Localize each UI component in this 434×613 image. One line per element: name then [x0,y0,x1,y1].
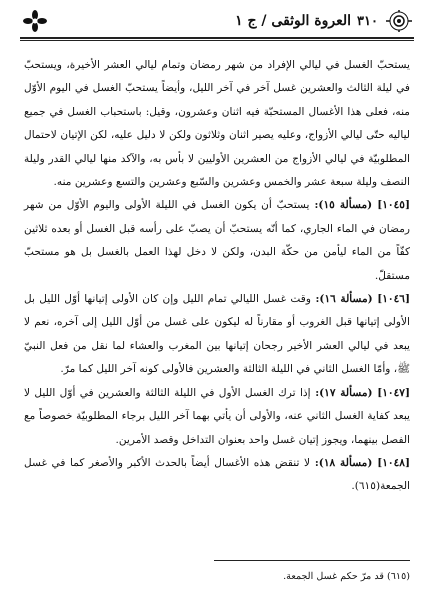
header-rule-thin [20,40,414,41]
issue-number: [١٠٤٨] (مسألة ١٨): [310,456,410,469]
page-number: ٣١٠ [357,13,378,29]
running-title: العروة الوثقى / ج ١ [235,13,352,29]
paragraph-masala-18 [24,452,410,499]
paragraph-text: وقت غسل الليالي تمام الليل وإن كان الأولى إتيانها أوّل الليل بل الأولى إتيانها قبل الغروب أو مقارناً له ليكون على غسل من أوّل الليل إلى آخره، نعم لا يبعد في ليالي العشر الأخير رجحان إتيانها بين المغرب والعشاء لما نقل من فعل النبيّ ﷺ، وأمّا الغسل الثاني في الليلة الثالثة والعشرين فالأولى كونه آخر الليل كما مرّ. [24,293,410,376]
header-right [235,9,414,33]
issue-number: [١٠٤٧] (مسألة ١٧): [310,386,410,399]
paragraph-text: يستحبّ الغسل في ليالي الإفراد من شهر رمضان وتمام ليالي العشر الأخيرة، ويستحبّ في ليلة الثالث والعشرين غسل آخر في آخر الليل، وأيضاً يستحبّ الغسل في اليوم الأوّل منه، فعلى هذا الأغسال المستحبّة فيه اثنان وعشرون، وقيل: باستحباب الغسل في جميع لياليه حتّى ليالي الأزواج، وعليه يصير اثنان وثلاثون ولكن لا دليل عليه، لكن الإتيان لاحتمال المطلوبيّة في ليالي الأزواج من العشرين الأوليين لا بأس به، والآكد منها ليالي القدر وليلة النصف وليلة سبعة عشر والخمس وعشرين والسّبع وعشرين والتسع وعشرين منه. [24,59,410,189]
ornament-icon [384,9,414,33]
paragraph-masala-15 [24,194,410,288]
page-header [20,6,414,36]
paragraph-text: لا تنقض هذه الأغسال أيضاً بالحدث الأكبر والأصغر كما في غسل الجمعة(٦١٥). [24,456,410,493]
paragraph-masala-16 [24,288,410,382]
page-body [24,54,410,499]
footnote-rule [214,560,410,561]
paragraph-masala-17 [24,382,410,452]
footnote: (٦١٥) قد مرّ حكم غسل الجمعة. [283,571,410,582]
header-rule [20,37,414,39]
paragraph-intro [24,54,410,194]
issue-number: [١٠٤٦] (مسألة ١٦): [310,293,410,306]
paragraph-text: إذا ترك الغسل الأول في الليلة الثالثة والعشرين في أوّل الليل لا يبعد كفاية الغسل الثاني عنه، والأولى أن يأتي بهما آخر الليل برجاء المطلوبيّة خصوصاً مع الفصل بينهما، ويجوز إتيان غسل واحد بعنوان التداخل وقصد الأمرين. [24,386,410,446]
flower-ornament-icon [20,9,50,33]
paragraph-text: يستحبّ أن يكون الغسل في الليلة الأولى واليوم الأوّل من شهر رمضان في الماء الجاري، كما أنّه يستحبّ أن يصبّ على رأسه قبل الغسل أو بعده ثلاثين كفّاً من الماء ليأمن من حكّة البدن، ولكن لا دخل لهذا العمل بالغسل بل هو مستحبّ مستقلّ. [24,199,410,282]
issue-number: [١٠٤٥] (مسألة ١٥): [309,199,410,212]
